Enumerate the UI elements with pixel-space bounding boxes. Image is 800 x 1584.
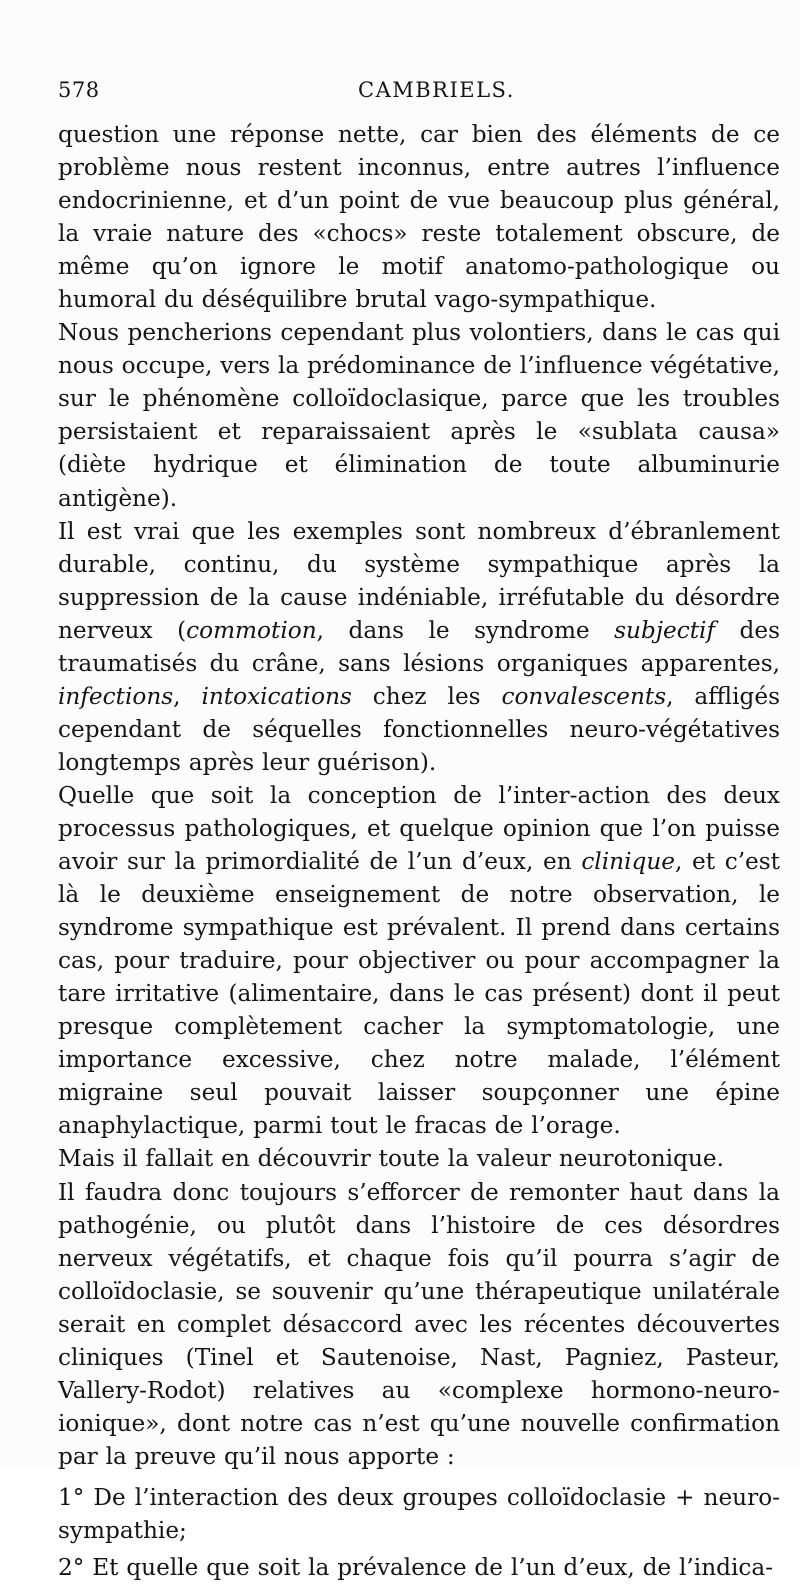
list-item-1-text: 1° De l’interaction des deux groupes colloïdoclasie + neuro-sympathie; bbox=[58, 1483, 780, 1544]
paragraph-5-text: Mais il fallait en découvrir toute la valeur neurotonique. bbox=[58, 1145, 724, 1173]
italic-commotion: commotion bbox=[186, 616, 317, 644]
paragraph-5 bbox=[58, 1142, 780, 1175]
italic-infections: infections bbox=[58, 682, 174, 710]
paragraph-3-text-d: , bbox=[173, 682, 202, 710]
paragraph-2 bbox=[58, 316, 780, 514]
paragraph-4 bbox=[58, 779, 780, 1143]
list-item-1 bbox=[58, 1481, 780, 1547]
italic-subjectif: subjectif bbox=[614, 616, 716, 644]
body-text bbox=[58, 118, 780, 1584]
paragraph-3 bbox=[58, 515, 780, 779]
running-head: CAMBRIELS. bbox=[358, 78, 515, 102]
italic-convalescents: convalescents bbox=[501, 682, 667, 710]
paragraph-3-text-b: , dans le syndrome bbox=[316, 616, 615, 644]
list-item-2 bbox=[58, 1551, 780, 1584]
paragraph-2-text: Nous pencherions cependant plus volontiers, dans le cas qui nous occupe, vers la prédominance de l’influence végétative, sur le phénomène colloïdoclasique, parce que les troubles persistaient et reparaissaient après le «sublata causa» (diète hydrique et élimination de toute albuminurie antigène). bbox=[58, 319, 780, 512]
paragraph-3-text-a: Il est vrai que les exemples sont nombreux d’ébranlement durable, continu, du système sympathique après la suppression de la cause indéniable, irréfutable du désordre nerveux ( bbox=[58, 517, 780, 644]
paragraph-3-text-c: des traumatisés du crâne, sans lésions organiques apparentes, bbox=[58, 616, 781, 677]
italic-clinique: clinique bbox=[581, 848, 675, 876]
paragraph-1 bbox=[58, 118, 780, 316]
page-number: 578 bbox=[58, 78, 100, 102]
paragraph-3-text-e: chez les bbox=[351, 682, 502, 710]
paragraph-3-text-f: , affligés cependant de séquelles fonctionnelles neuro-végétatives longtemps après leur guérison). bbox=[58, 682, 781, 776]
list-item-2-text: 2° Et quelle que soit la prévalence de l’un d’eux, de l’indica- bbox=[58, 1554, 774, 1582]
italic-intoxications: intoxications bbox=[201, 682, 352, 710]
paragraph-4-text-a: Quelle que soit la conception de l’inter-action des deux processus pathologiques, et quelque opinion que l’on puisse avoir sur la primordialité de l’un d’eux, en bbox=[58, 781, 780, 876]
paragraph-6-text: Il faudra donc toujours s’efforcer de remonter haut dans la pathogénie, ou plutôt dans l’histoire de ces désordres nerveux végétatifs, et chaque fois qu’il pourra s’agir de colloïdoclasie, se souvenir qu’une thérapeutique unilatérale serait en complet désaccord avec les récentes découvertes cliniques (Tinel et Sautenoise, Nast, Pagniez, Pasteur, Vallery-Rodot) relatives au «complexe hormono-neuro-ionique», dont notre cas n’est qu’une nouvelle confirmation par la preuve qu’il nous apporte : bbox=[58, 1178, 780, 1470]
paragraph-4-text-b: , et c’est là le deuxième enseignement de notre observation, le syndrome sympathique est prévalent. Il prend dans certains cas, pour traduire, pour objectiver ou pour accompagner la tare irritative (alimentaire, dans le cas présent) dont il peut presque complètement cacher la symptomatologie, une importance excessive, chez notre malade, l’élément migraine seul pouvait laisser soupçonner une épine anaphylactique, parmi tout le fracas de l’orage. bbox=[58, 848, 781, 1140]
page-header bbox=[58, 78, 780, 108]
paragraph-6 bbox=[58, 1176, 780, 1473]
paragraph-1-text: question une réponse nette, car bien des éléments de ce problème nous restent inconnus, entre autres l’influence endocrinienne, et d’un point de vue beaucoup plus général, la vraie nature des «chocs» reste totalement obscure, de même qu’on ignore le motif anatomo-pathologique ou humoral du déséquilibre brutal vago-sympathique. bbox=[58, 121, 780, 314]
